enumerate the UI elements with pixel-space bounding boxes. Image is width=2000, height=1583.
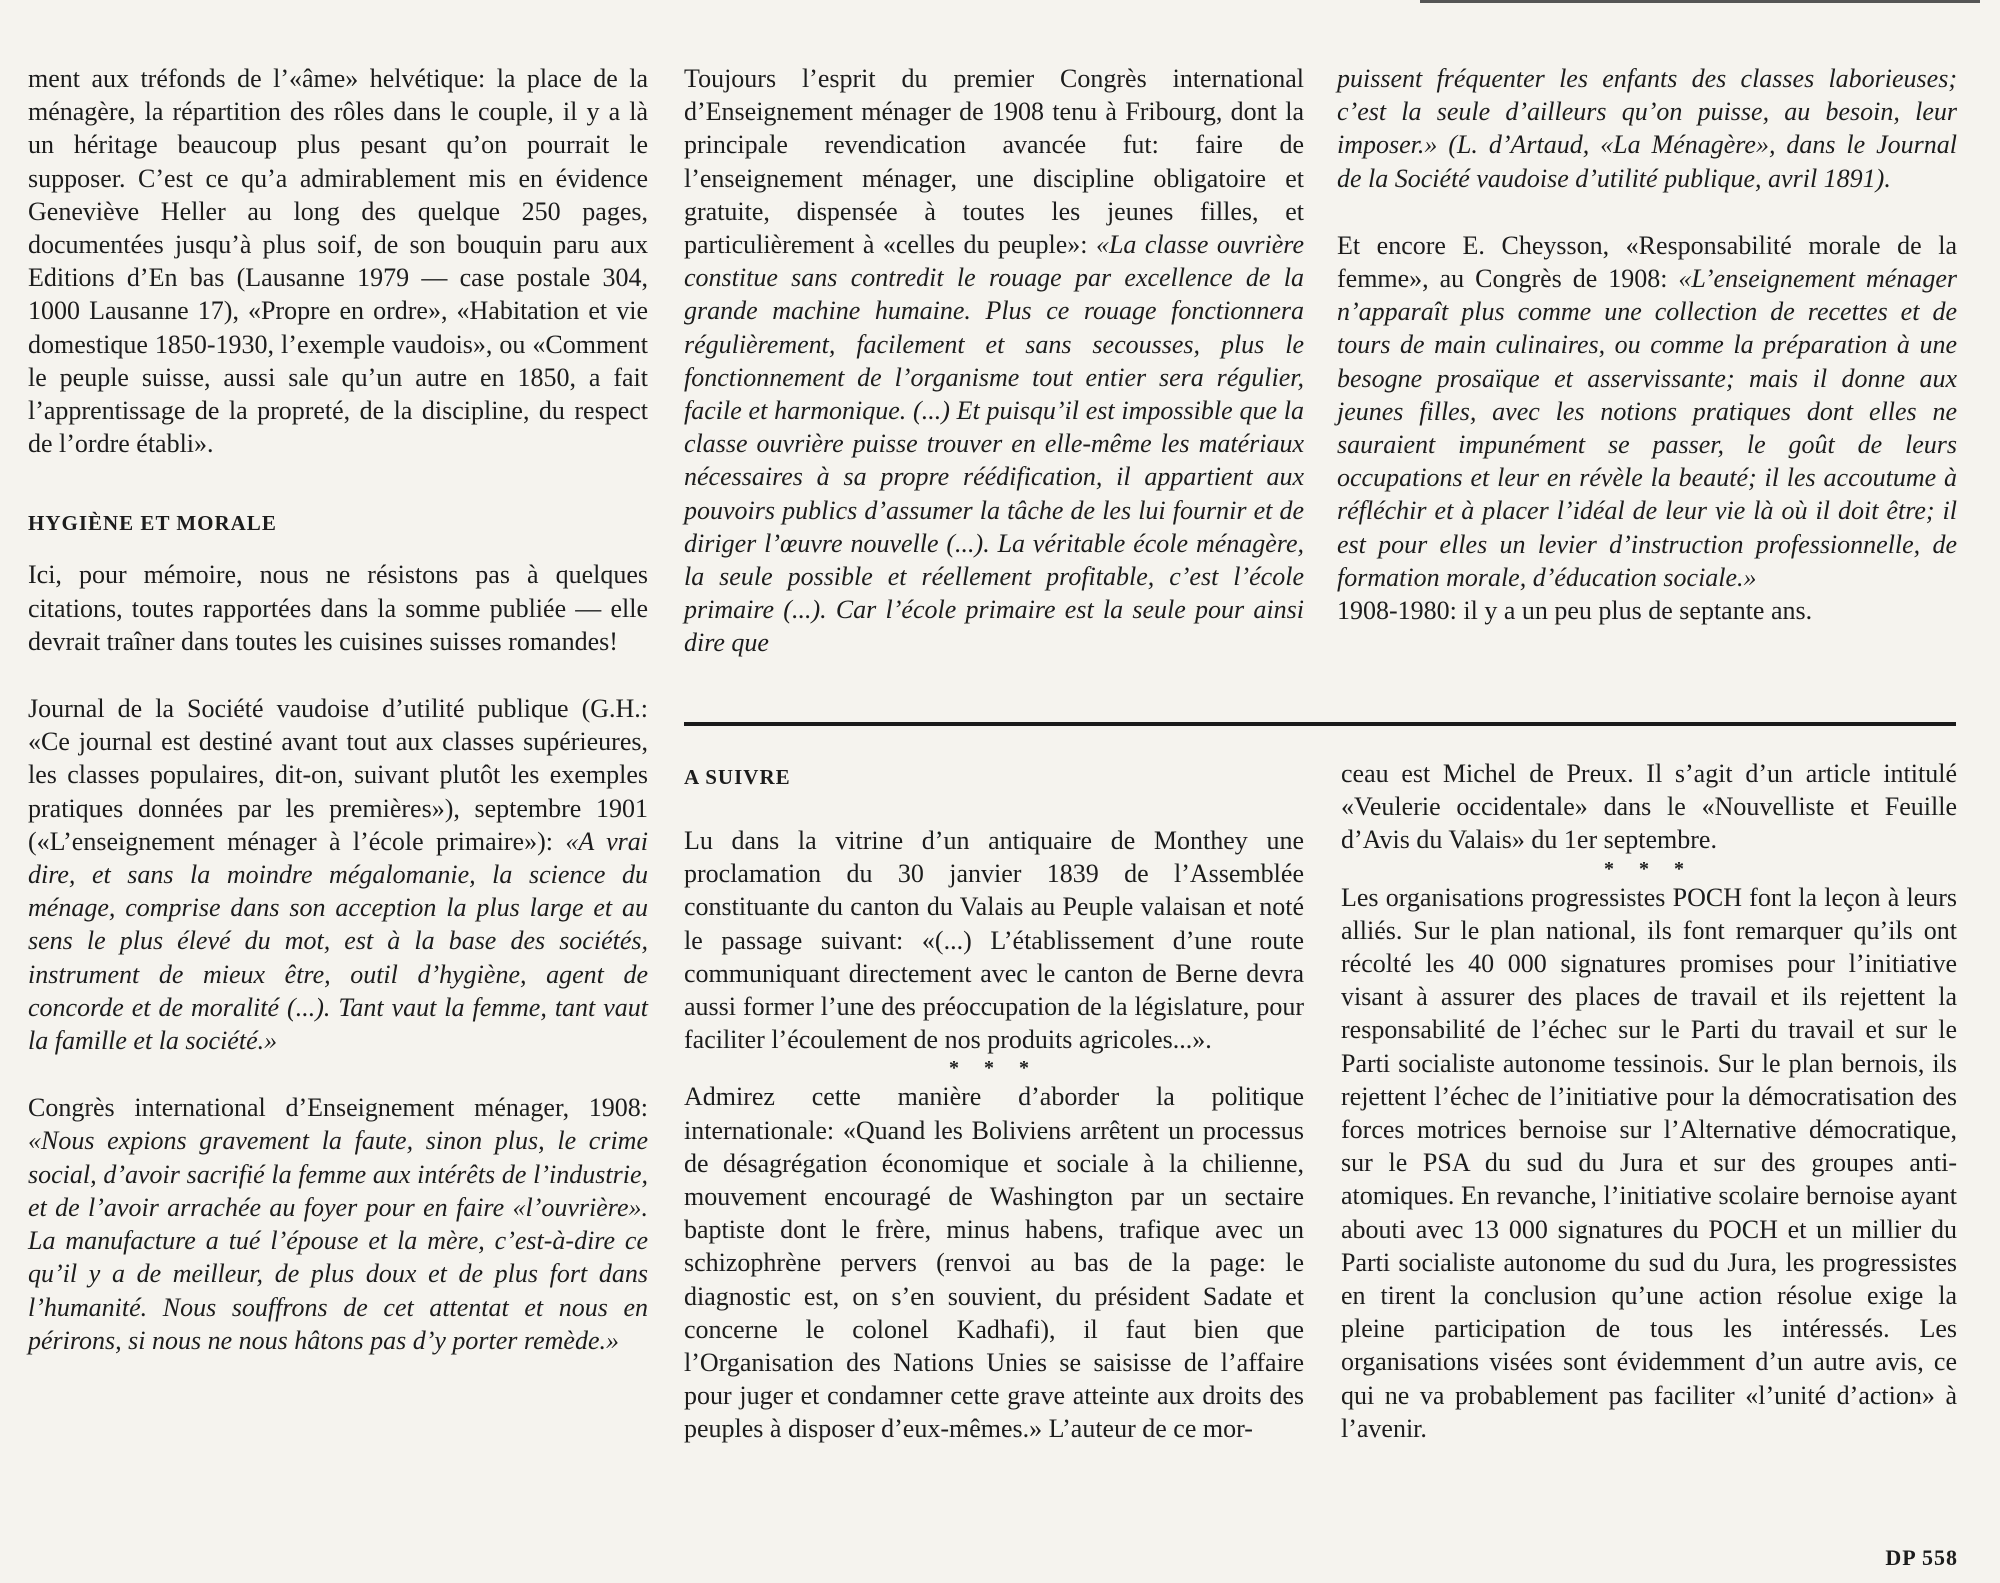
col1-paragraph-2: Ici, pour mémoire, nous ne résistons pas à quelques citations, toutes rapportées dans la somme publiée — elle devrait traîner dans toutes les cuisines suisses romandes! <box>28 560 648 656</box>
col3b-paragraph-1: ceau est Michel de Preux. Il s’agit d’un article intitulé «Veulerie occidentale» dans le «Nouvelliste et Feuille d’Avis du Valais» du 1er septembre. <box>1341 759 1957 855</box>
col1-p3-plain: Journal de la Société vaudoise d’utilité publique (G.H.: «Ce journal est destiné avant tout aux classes supérieures, les classes populaires, dit-on, suivant plutôt les exemples pratiques données par les premières»), septembre 1901 («L’enseignement ménager à l’école primaire»): <box>28 694 648 856</box>
column-2 <box>684 62 1304 660</box>
col3-p2-plain: Et encore E. Cheysson, «Responsabilité morale de la femme», au Congrès de 1908: <box>1337 230 1957 294</box>
col2b-paragraph-1: Lu dans la vitrine d’un antiquaire de Monthey une proclamation du 30 janvier 1839 de l’Assemblée constituante du canton du Valais au Peuple valaisan et noté le passage suivant: «(...) L’établissement d’une route communiquant directement avec le canton de Berne devra aussi former l’une des préoccupation de la législature, pour faciliter l’écoulement de nos produits agricoles...». <box>684 826 1304 1055</box>
col3-paragraph-3: 1908-1980: il y a un peu plus de septante ans. <box>1337 596 1813 626</box>
separator-stars: * * * <box>1604 857 1694 880</box>
col2b-paragraph-2: Admirez cette manière d’aborder la politique internationale: «Quand les Boliviens arrêtent un processus de désagrégation économique et sociale à la chilienne, mouvement encouragé de Washington par un sectaire baptiste dont le frère, minus habens, trafique avec un schizophrène pervers (renvoi au bas de la page: le diagnostic est, on s’en souvient, du président Sadate et concerne le colonel Kadhafi), il faut bien que l’Organisation des Nations Unies se saisisse de l’affaire pour juger et condamner cette grave atteinte aux droits des peuples à disposer d’eux-mêmes.» L’auteur de ce mor- <box>684 1082 1304 1444</box>
col3-p2-quote: «L’enseignement ménager n’apparaît plus comme une collection de recettes et de tours de main culinaires, ou comme la préparation à une besogne prosaïque et asservissante; mais il donne aux jeunes filles, avec les notions pratiques dont elles ne sauraient impunément se passer, le goût de leurs occupations et leur en révèle la beauté; il les accoutume à réfléchir et à placer l’idéal de leur vie là où il doit être; il est pour elles un levier d’instruction professionnelle, de formation morale, d’éducation sociale.» <box>1337 264 1957 592</box>
col1-paragraph-4 <box>28 1091 648 1357</box>
column-3-bottom <box>1341 757 1957 1445</box>
col1-paragraph-3 <box>28 692 648 1057</box>
section-heading-hygiene: HYGIÈNE ET MORALE <box>28 511 277 536</box>
column-1 <box>28 62 648 1357</box>
section-divider <box>684 722 1956 726</box>
col1-p4-plain: Congrès international d’Enseignement ménager, 1908: <box>28 1093 648 1123</box>
col2-p1-quote: «La classe ouvrière constitue sans contredit le rouage par excellence de la grande machine humaine. Plus ce rouage fonctionnera régulièrement, facilement et sans secousses, plus le fonctionnement de l’organisme tout entier sera régulier, facile et harmonique. (...) Et puisqu’il est impossible que la classe ouvrière puisse trouver en elle-même les matériaux nécessaires à sa propre réédification, il appartient aux pouvoirs publics d’assumer la tâche de les lui fournir et de diriger l’œuvre nouvelle (...). La véritable école ménagère, la seule possible et réellement profitable, c’est l’école primaire (...). Car l’école primaire est la seule pour ainsi dire que <box>684 230 1304 658</box>
top-rule <box>1420 0 1980 3</box>
spacer <box>28 1057 648 1091</box>
separator-stars: * * * <box>949 1057 1039 1080</box>
spacer <box>28 658 648 692</box>
column-2-bottom <box>684 762 1304 1446</box>
col2-p1-plain: Toujours l’esprit du premier Congrès international d’Enseignement ménager de 1908 tenu à Fribourg, dont la principale revendication avancée fut: faire de l’enseignement ménager, une discipline obligatoire et gratuite, dispensée à toutes les jeunes filles, et particulièrement à «celles du peuple»: <box>684 64 1304 260</box>
col1-p4-quote: «Nous expions gravement la faute, sinon plus, le crime social, d’avoir sacrifié la femme aux intérêts de l’industrie, et de l’avoir arrachée au foyer pour en faire «l’ouvrière». La manufacture a tué l’épouse et la mère, c’est-à-dire ce qu’il y a de meilleur, de plus doux et de plus fort dans l’humanité. Nous souffrons de cet attentat et nous en périrons, si nous ne nous hâtons pas d’y porter remède.» <box>28 1126 648 1355</box>
col1-paragraph-1: ment aux tréfonds de l’«âme» helvétique: la place de la ménagère, la répartition des rôles dans le couple, il y a là un héritage beaucoup plus pesant qu’on pourrait le supposer. C’est ce qu’a admirablement mis en évidence Geneviève Heller au long des quelque 250 pages, documentées jusqu’à plus soif, de son bouquin paru aux Editions d’En bas (Lausanne 1979 — case postale 304, 1000 Lausanne 17), «Propre en ordre», «Habitation et vie domestique 1850-1930, l’exemple vaudois», ou «Comment le peuple suisse, aussi sale qu’un autre en 1850, a fait l’apprentissage de la propreté, de la discipline, du respect de l’ordre établi». <box>28 64 648 459</box>
section-heading-a-suivre: A SUIVRE <box>684 765 791 789</box>
col3b-paragraph-2: Les organisations progressistes POCH font la leçon à leurs alliés. Sur le plan national, ils font remarquer qu’ils ont récolté les 40 000 signatures promises pour l’initiative visant à assurer des places de travail et ils rejettent la responsabilité de l’échec sur le Parti du travail et sur le Parti socialiste autonome tessinois. Sur le plan bernois, ils rejettent l’échec de l’initiative pour la démocratisation des forces motrices bernoise sur l’Alternative démocratique, sur le PSA du sud du Jura et sur des groupes anti-atomiques. En revanche, l’initiative scolaire bernoise ayant abouti avec 13 000 signatures du POCH et un millier du Parti socialiste autonome du sud du Jura, les progressistes en tirent la conclusion qu’une action résolue exige la pleine participation de tous les intéressés. Les organisations visées sont évidemment d’un autre avis, ce qui ne va probablement pas faciliter «l’unité d’action» à l’avenir. <box>1341 882 1957 1443</box>
spacer <box>1337 195 1957 229</box>
page-reference: DP 558 <box>1885 1545 1958 1570</box>
col2-paragraph-1 <box>684 62 1304 660</box>
col1-p3-quote: «A vrai dire, et sans la moindre mégalomanie, la science du ménage, comprise dans son acception la plus large et au sens le plus élevé du mot, est à la base des sociétés, instrument de mieux être, outil d’hygiène, agent de concorde et de moralité (...). Tant vaut la femme, tant vaut la famille et la société.» <box>28 826 648 1056</box>
column-3 <box>1337 62 1957 627</box>
col3-paragraph-1: puissent fréquenter les enfants des classes laborieuses; c’est la seule d’ailleurs qu’on puisse, au besoin, leur imposer.» (L. d’Artaud, «La Ménagère», dans le Journal de la Société vaudoise d’utilité publique, avril 1891). <box>1337 64 1957 193</box>
col3-paragraph-2 <box>1337 229 1957 594</box>
